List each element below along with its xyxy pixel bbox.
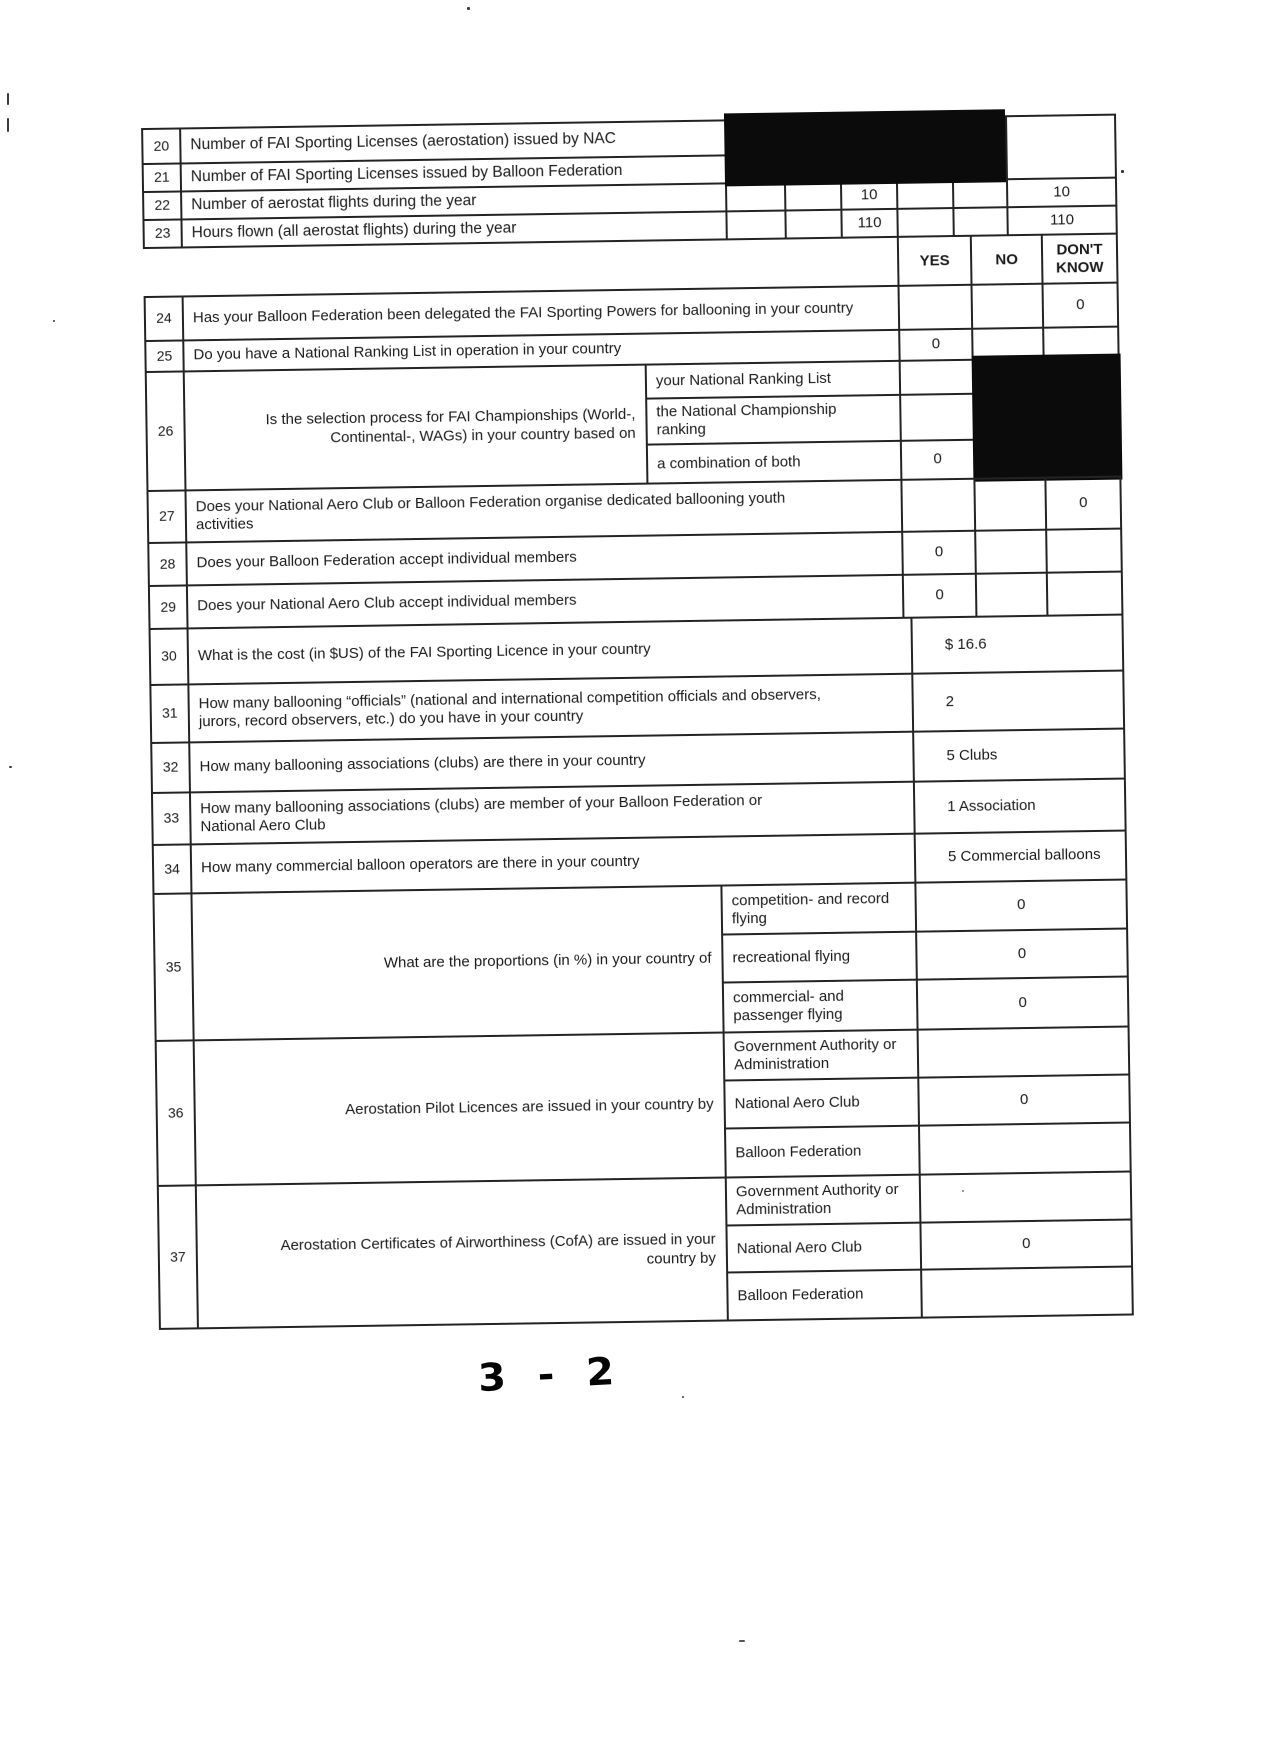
row-28-number: 28 [147,541,188,587]
row-35-value-recreational: 0 [915,928,1129,981]
row-29-no [975,572,1049,618]
row-32-number: 32 [150,741,191,794]
row-35-value-commercial: 0 [916,976,1130,1031]
row-23-question: Hours flown (all aerostat flights) during the year [180,210,727,248]
row-31-question: How many ballooning “officials” (national and international competition officials and observers, jurors, record observers, etc.) do you have in your country [187,673,914,744]
row-27-yes [900,478,976,533]
row-23-hours-value: 110 [840,208,898,239]
row-22-question: Number of aerostat flights during the year [180,182,727,220]
row-29-number: 29 [148,584,189,630]
row-34-answer: 5 Commercial balloons [914,830,1128,884]
row-35-option-recreational: recreational flying [721,931,918,984]
row-33-number: 33 [151,791,192,846]
row-36-value-government [917,1026,1131,1079]
row-35-value-competition: 0 [914,879,1128,933]
row-23-number: 23 [142,218,182,249]
row-33-question: How many ballooning associations (clubs) are member of your Balloon Federation or National Aero Club [189,781,916,846]
rows-20-21-right-cell [1005,114,1117,181]
row-37-value-federation [920,1265,1134,1318]
row-24-question: Has your Balloon Federation been delegated the FAI Sporting Powers for ballooning in your country [182,285,901,342]
row-27-question: Does your National Aero Club or Balloon Federation organise dedicated ballooning youth activities [184,479,903,544]
row-36-value-nac: 0 [917,1073,1131,1126]
row-36-value-federation [918,1121,1132,1175]
row-25-question: Do you have a National Ranking List in operation in your country [182,329,900,373]
row-35-question: What are the proportions (in %) in your country of [190,885,724,1042]
row-28-dont-know [1045,528,1123,574]
header-dont-know: DON'T KNOW [1041,233,1119,285]
row-24-number: 24 [144,295,185,342]
row-24-yes [898,284,974,331]
row-23-cell [896,207,954,238]
row-32-answer: 5 Clubs [912,728,1126,783]
row-23-cell [725,210,786,241]
row-30-answer: $ 16.6 [910,614,1124,675]
row-36-option-government: Government Authority or Administration [723,1029,920,1082]
row-26-number: 26 [145,370,187,492]
row-24-no [971,283,1045,330]
row-27-dont-know: 0 [1044,476,1122,531]
row-27-number: 27 [146,489,187,544]
row-28-no [974,529,1048,575]
row-26-option-ranking-list: your National Ranking List [645,360,902,400]
row-37-question: Aerostation Certificates of Airworthiness (CofA) are issued in your country by [195,1176,729,1329]
row-29-yes: 0 [902,573,978,619]
row-28-yes: 0 [901,530,977,576]
row-23-cell [784,209,842,240]
row-21-question: Number of FAI Sporting Licenses issued by Balloon Federation [180,154,727,192]
row-37-number: 37 [157,1184,199,1330]
row-37-option-government: Government Authority or Administration [725,1174,922,1227]
row-21-number: 21 [142,162,182,193]
row-36-option-federation: Balloon Federation [724,1125,921,1179]
row-23-cell [952,206,1008,237]
row-34-number: 34 [152,843,193,895]
row-26-option-2-yes [899,393,975,442]
row-22-flights-value: 10 [840,180,898,211]
header-no: NO [970,234,1044,286]
header-yes: YES [897,235,973,287]
row-31-number: 31 [149,683,190,744]
row-35-number: 35 [152,892,194,1042]
row-31-answer: 2 [911,670,1125,733]
row-34-question: How many commercial balloon operators are there in your country [190,833,917,895]
row-25-yes: 0 [898,328,973,362]
row-37-value-nac: 0 [919,1218,1133,1270]
row-23-hours-total: 110 [1006,205,1117,237]
row-26-option-combination: a combination of both [646,440,903,485]
row-37-value-government [919,1170,1133,1223]
redaction-block-licenses [724,109,1006,186]
row-26-option-1-yes [899,359,975,396]
row-30-question: What is the cost (in $US) of the FAI Sporting Licence in your country [187,617,914,686]
row-29-dont-know [1046,571,1124,617]
row-33-answer: 1 Association [913,778,1127,835]
row-27-no [973,477,1047,532]
row-36-question: Aerostation Pilot Licences are issued in your country by [193,1032,727,1187]
row-20-question: Number of FAI Sporting Licenses (aerostation) issued by NAC [179,119,726,164]
row-36-number: 36 [155,1039,197,1187]
row-29-question: Does your National Aero Club accept individual members [186,574,905,630]
row-26-option-3-yes: 0 [900,439,976,481]
handwritten-page-number: 3 - 2 [476,1349,625,1401]
row-30-number: 30 [149,627,190,686]
row-22-flights-total: 10 [1006,177,1117,209]
row-20-number: 20 [141,127,182,165]
row-35-option-competition: competition- and record flying [720,882,917,936]
row-24-dont-know: 0 [1041,282,1119,329]
row-26-question: Is the selection process for FAI Championships (World-, Continental-, WAGs) in your country based on [183,364,649,492]
row-28-question: Does your Balloon Federation accept individual members [185,531,904,587]
redaction-block-row26 [972,354,1123,482]
row-25-number: 25 [144,339,184,373]
row-32-question: How many ballooning associations (clubs) are there in your country [188,731,915,794]
row-22-number: 22 [142,190,182,221]
row-37-option-nac: National Aero Club [725,1222,922,1274]
row-35-option-commercial: commercial- and passenger flying [722,979,919,1034]
row-36-option-nac: National Aero Club [723,1077,920,1130]
row-37-option-federation: Balloon Federation [726,1269,923,1322]
row-26-option-championship-ranking: the National Championship ranking [645,394,902,446]
